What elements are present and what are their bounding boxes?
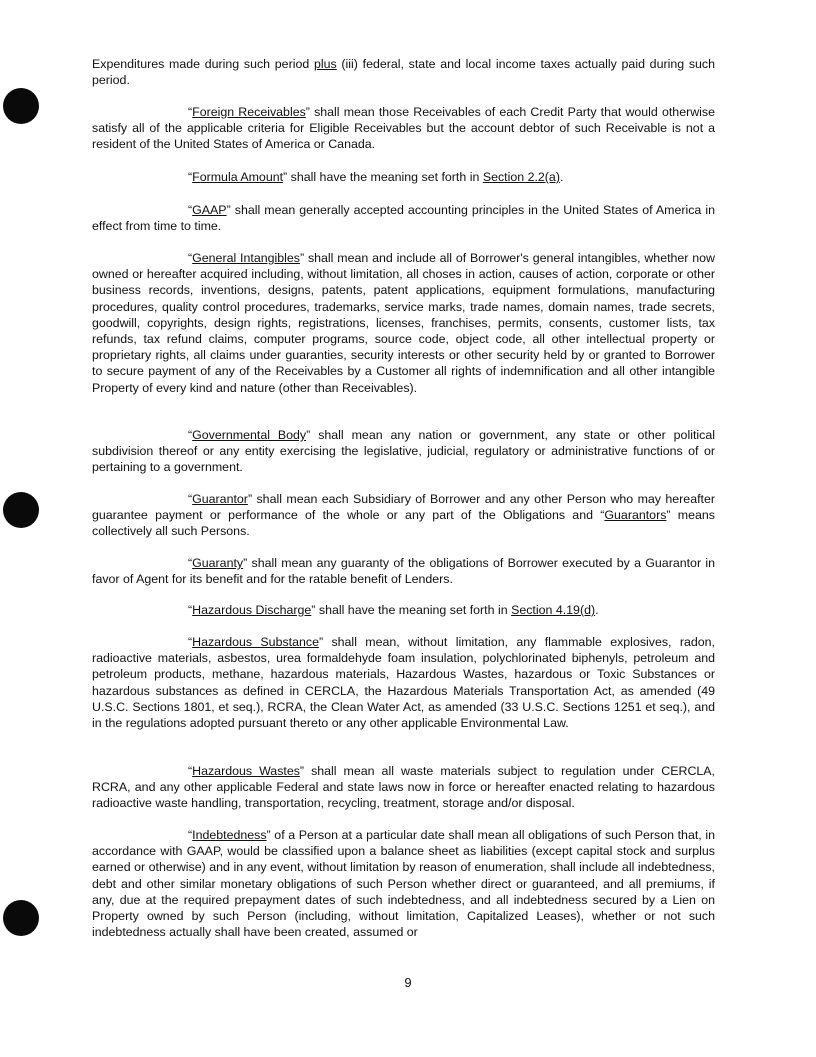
definition-formula-amount: “Formula Amount” shall have the meaning set forth in Section 2.2(a). [188, 170, 564, 184]
defined-term: Guaranty [192, 556, 244, 570]
definition-hazardous-wastes: “Hazardous Wastes” shall mean all waste materials subject to regulation under CERCLA, RCRA, and any other applicable Federal and state laws now in force or hereafter enacted relating to hazardous radioactive waste handling, transportation, recycling, treatment, storage and/or disposal. [92, 764, 716, 811]
definition-guaranty: “Guaranty” shall mean any guaranty of the obligations of Borrower executed by a Guarantor in favor of Agent for its benefit and for the ratable benefit of Lenders. [92, 556, 715, 587]
defined-term: Hazardous Discharge [192, 603, 312, 617]
defined-term: GAAP [192, 203, 227, 217]
defined-term: Indebtedness [192, 828, 267, 842]
definition-governmental-body: “Governmental Body” shall mean any nation or government, any state or other political subdivision thereof or any entity exercising the legislative, judicial, regulatory or administrative functions of or pertaining to a government. [92, 428, 715, 475]
defined-term: Governmental Body [192, 428, 307, 442]
section-reference: Section 4.19(d) [511, 603, 596, 617]
defined-term: Hazardous Wastes [192, 764, 300, 778]
definition-gaap: “GAAP” shall mean generally accepted accounting principles in the United States of America in effect from time to time. [92, 203, 715, 234]
punch-hole [3, 492, 39, 528]
punch-hole [3, 900, 39, 936]
continuation-paragraph: Expenditures made during such period plus (iii) federal, state and local income taxes actually paid during such period. [92, 57, 716, 88]
punch-hole [3, 88, 39, 124]
section-reference: Section 2.2(a) [482, 170, 560, 184]
page-number: 9 [404, 975, 412, 990]
definition-foreign-receivables: “Foreign Receivables” shall mean those Receivables of each Credit Party that would otherwise satisfy all of the applicable criteria for Eligible Receivables but the account debtor of such Receivable is not a resident of the United States of America or Canada. [92, 105, 715, 152]
defined-term: Guarantor [192, 492, 248, 506]
definition-hazardous-discharge: “Hazardous Discharge” shall have the meaning set forth in Section 4.19(d). [188, 603, 599, 617]
definition-hazardous-substance: “Hazardous Substance” shall mean, without limitation, any flammable explosives, radon, radioactive materials, asbestos, urea formaldehyde foam insulation, polychlorinated biphenyls, petroleum and petroleum products, methane, hazardous materials, Hazardous Wastes, hazardous or Toxic Substances or hazardous substances as defined in CERCLA, the Hazardous Materials Transportation Act, as amended (49 U.S.C. Sections 1801, et seq.), RCRA, the Clean Water Act, as amended (33 U.S.C. Sections 1251 et seq.), and in the regulations adopted pursuant thereto or any other applicable Environmental Law. [92, 635, 715, 731]
defined-term: Hazardous Substance [192, 635, 319, 649]
definition-guarantor: “Guarantor” shall mean each Subsidiary of Borrower and any other Person who may hereafter guarantee payment or performance of the whole or any part of the Obligations and “Guarantors” means collectively all such Persons. [92, 492, 715, 539]
defined-term: Formula Amount [192, 170, 284, 184]
definition-general-intangibles: “General Intangibles” shall mean and include all of Borrower's general intangibles, whether now owned or hereafter acquired including, without limitation, all choses in action, causes of action, corporate or other business records, inventions, designs, patents, patent applications, equipment formulations, manufacturing procedures, quality control procedures, trademarks, service marks, trade names, domain names, trade secrets, goodwill, copyrights, design rights, registrations, licenses, franchises, permits, consents, customer lists, tax refunds, tax refund claims, computer programs, source code, object code, all other intellectual property or proprietary rights, all claims under guaranties, security interests or other security held by or granted to Borrower to secure payment of any of the Receivables by a Customer all rights of indemnification and all other intangible Property of every kind and nature (other than Receivables). [92, 251, 715, 395]
defined-term: General Intangibles [192, 251, 300, 265]
defined-term: Foreign Receivables [192, 105, 306, 119]
definition-indebtedness: “Indebtedness” of a Person at a particular date shall mean all obligations of such Person that, in accordance with GAAP, would be classified upon a balance sheet as liabilities (except capital stock and surplus earned or otherwise) and in any event, without limitation by reason of enumeration, shall include all indebtedness, debt and other similar monetary obligations of such Person whether direct or guaranteed, and all premiums, if any, due at the required prepayment dates of such indebtedness, and all indebtedness secured by a Lien on Property owned by such Person (including, without limitation, Capitalized Leases), whether or not such indebtedness actually shall have been created, assumed or [92, 828, 715, 940]
defined-term: Guarantors [604, 508, 667, 523]
